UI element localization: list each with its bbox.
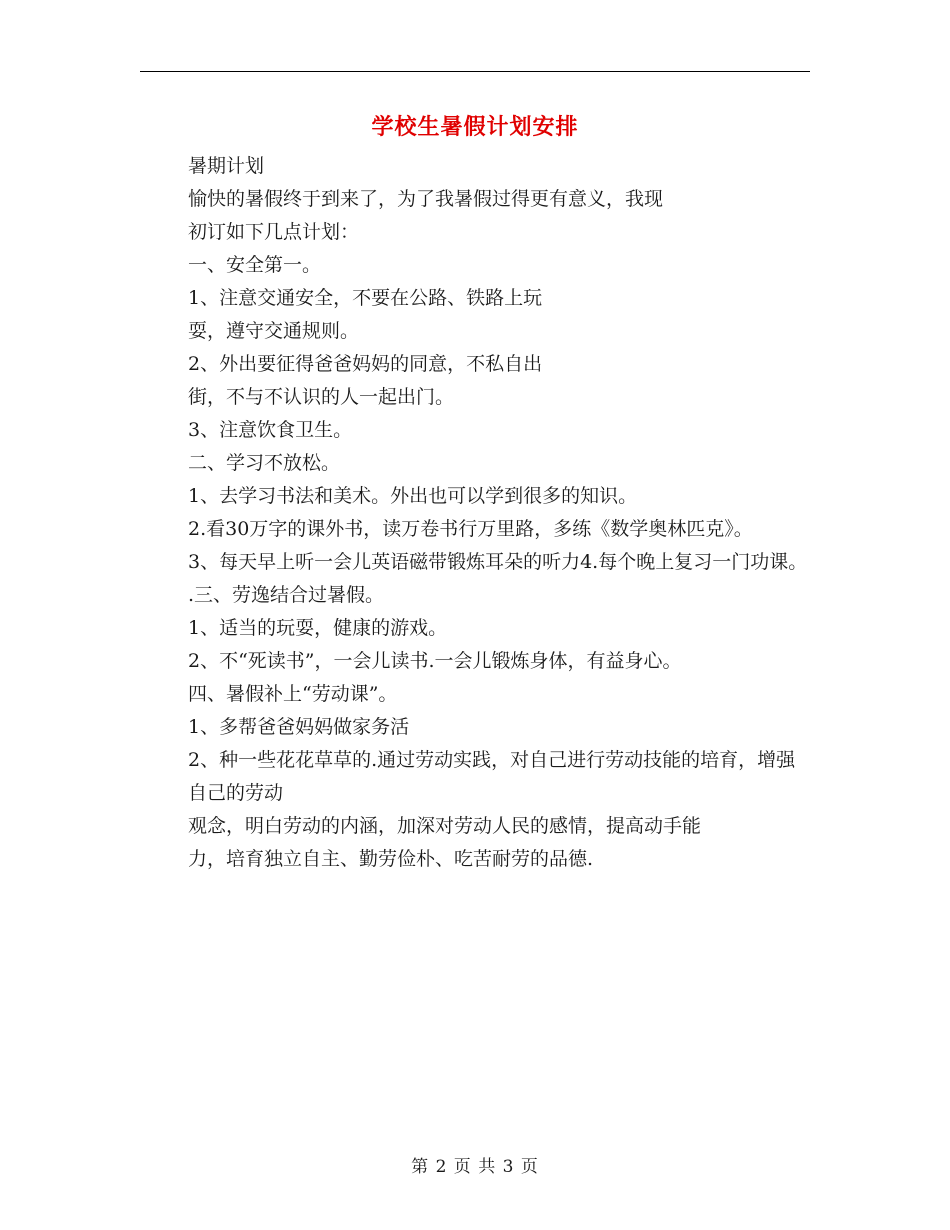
paragraph: 愉快的暑假终于到来了，为了我暑假过得更有意义，我现 [188, 188, 664, 210]
list-item: 1、适当的玩耍，健康的游戏。 [188, 617, 448, 639]
list-item: 2、不“死读书”，一会儿读书.一会儿锻炼身体，有益身心。 [188, 650, 682, 672]
list-item: 3、每天早上听一会儿英语磁带锻炼耳朵的听力4.每个晚上复习一门功课。 [188, 551, 808, 573]
paragraph: 初订如下几点计划： [188, 221, 360, 243]
document-body [141, 150, 813, 876]
section-heading: 一、安全第一。 [188, 254, 322, 276]
section-heading: 四、暑假补上“劳动课”。 [188, 683, 398, 705]
paragraph: 观念，明白劳动的内涵，加深对劳动人民的感情，提高动手能 [188, 815, 702, 837]
list-item: 3、注意饮食卫生。 [188, 419, 353, 441]
list-item: 1、注意交通安全，不要在公路、铁路上玩 [188, 287, 543, 309]
list-item: 2、种一些花花草草的.通过劳动实践，对自己进行劳动技能的培育，增强自己的劳动 [188, 749, 796, 804]
paragraph: 耍，遵守交通规则。 [188, 320, 360, 342]
paragraph: 暑期计划 [188, 155, 265, 177]
list-item: 1、去学习书法和美术。外出也可以学到很多的知识。 [188, 485, 638, 507]
list-item: 1、多帮爸爸妈妈做家务活 [188, 716, 410, 738]
header-rule [140, 71, 810, 72]
page-number: 第 2 页 共 3 页 [411, 1157, 539, 1177]
paragraph: 力，培育独立自主、勤劳俭朴、吃苦耐劳的品德. [188, 848, 594, 870]
list-item: 2、外出要征得爸爸妈妈的同意，不私自出 [188, 353, 543, 375]
document-title: 学校生暑假计划安排 [371, 114, 579, 140]
list-item: 2.看30万字的课外书，读万卷书行万里路，多练《数学奥林匹克》。 [188, 518, 753, 540]
paragraph: 街，不与不认识的人一起出门。 [188, 386, 455, 408]
section-heading: .三、劳逸结合过暑假。 [188, 584, 385, 606]
section-heading: 二、学习不放松。 [188, 452, 341, 474]
